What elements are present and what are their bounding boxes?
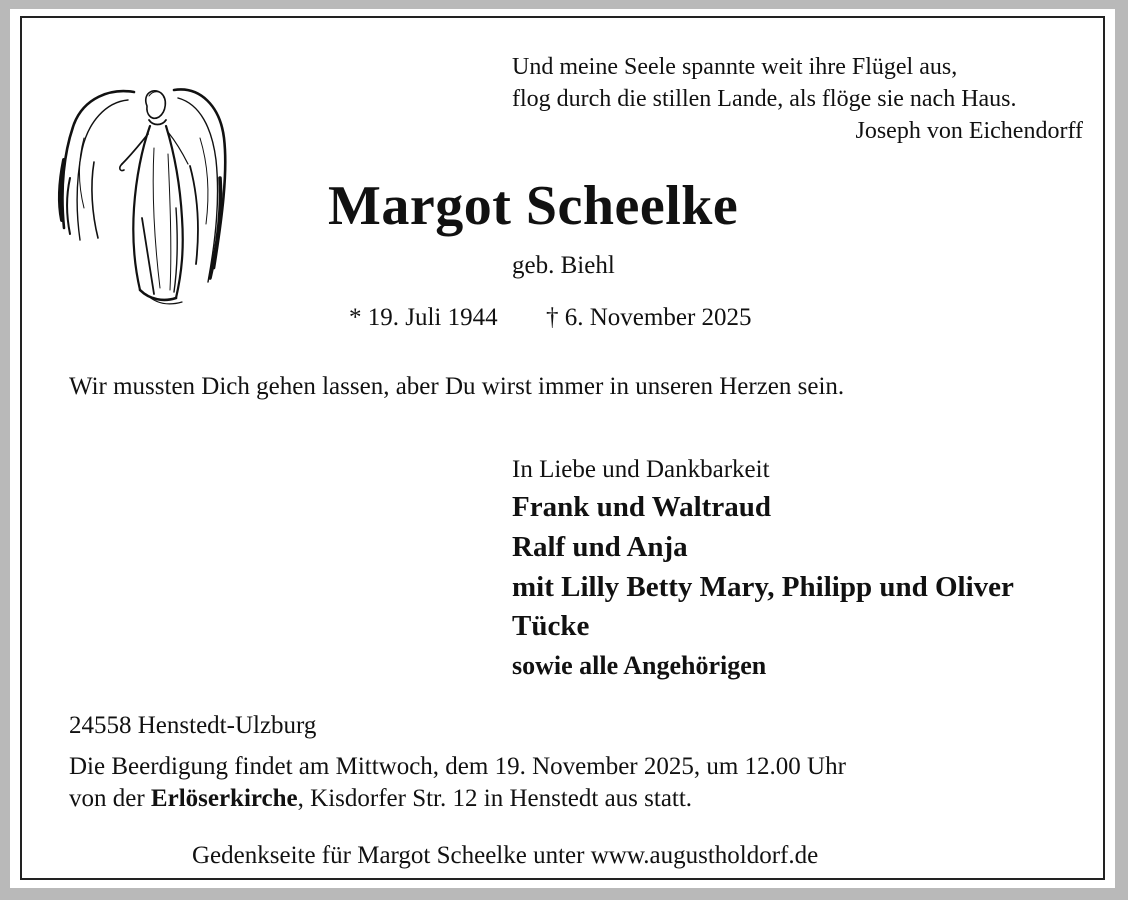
obituary-frame xyxy=(20,16,1105,880)
quote-line-1: Und meine Seele spannte weit ihre Flügel aus, xyxy=(512,54,958,80)
mourner-line-3: mit Lilly Betty Mary, Philipp und Oliver xyxy=(512,571,1014,603)
birth-name: geb. Biehl xyxy=(512,252,615,279)
location: 24558 Henstedt-Ulzburg xyxy=(69,712,317,739)
deceased-name: Margot Scheelke xyxy=(328,175,739,237)
mourner-line-1: Frank und Waltraud xyxy=(512,491,771,523)
angel-sketch-icon xyxy=(50,68,230,308)
quote-author: Joseph von Eichendorff xyxy=(855,118,1083,144)
church-name: Erlöserkirche xyxy=(150,785,298,812)
obituary-card xyxy=(10,9,1115,888)
farewell-message: Wir mussten Dich gehen lassen, aber Du wirst immer in unseren Herzen sein. xyxy=(69,373,845,400)
quote-line-2: flog durch die stillen Lande, als flöge sie nach Haus. xyxy=(512,86,1017,112)
mourner-line-2: Ralf und Anja xyxy=(512,531,688,563)
mourner-line-4: Tücke xyxy=(512,610,590,642)
funeral-line-1: Die Beerdigung findet am Mittwoch, dem 19. November 2025, um 12.00 Uhr xyxy=(69,753,846,780)
mourners-intro: In Liebe und Dankbarkeit xyxy=(512,456,770,483)
funeral-line-2-suffix: , Kisdorfer Str. 12 in Henstedt aus statt. xyxy=(297,785,693,812)
mourners-others: sowie alle Angehörigen xyxy=(512,651,767,680)
birth-date: * 19. Juli 1944 xyxy=(349,304,498,331)
funeral-line-2-prefix: von der xyxy=(69,785,151,812)
funeral-line-2 xyxy=(69,785,692,813)
memorial-page: Gedenkseite für Margot Scheelke unter www.augustholdorf.de xyxy=(192,842,819,869)
death-date: † 6. November 2025 xyxy=(546,304,752,331)
